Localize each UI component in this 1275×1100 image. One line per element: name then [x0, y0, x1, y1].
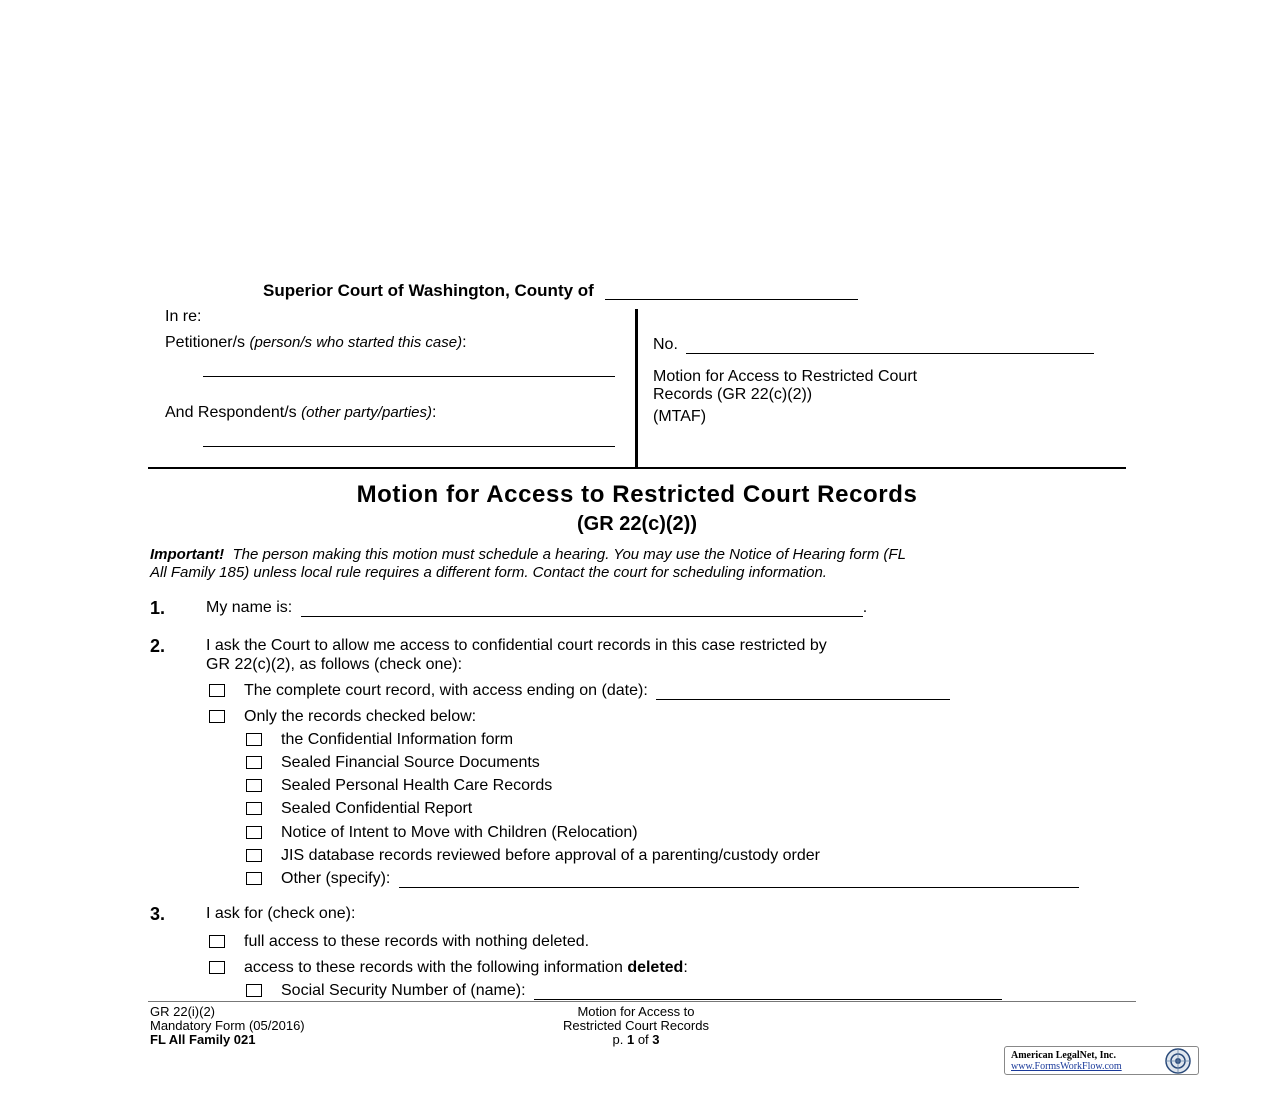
caption-form-title-1: Motion for Access to Restricted Court [653, 368, 918, 385]
section-2-number: 2. [150, 636, 166, 656]
respondent-name-input[interactable] [203, 430, 615, 447]
case-number-label: No. [653, 336, 678, 353]
my-name-input[interactable] [301, 600, 863, 617]
ssn-label: Social Security Number of (name): [281, 982, 526, 999]
important-note: Important! The person making this motion must schedule a hearing. You may use the Notice of Hearing form (FL All Family 185) unless local rule requires a different form. Contact the court for scheduling information. [150, 546, 906, 581]
petitioner-name-input[interactable] [203, 360, 615, 377]
relocation-notice-checkbox[interactable] [246, 826, 262, 839]
jis-records-label: JIS database records reviewed before approval of a parenting/custody order [281, 847, 820, 864]
financial-source-label: Sealed Financial Source Documents [281, 754, 540, 771]
confidential-report-checkbox[interactable] [246, 802, 262, 815]
partial-access-row: access to these records with the following information deleted: [244, 959, 688, 976]
section-1-number: 1. [150, 598, 166, 618]
health-care-records-label: Sealed Personal Health Care Records [281, 777, 553, 794]
other-records-checkbox[interactable] [246, 872, 262, 885]
petitioner-row: Petitioner/s (person/s who started this case): [165, 334, 467, 351]
caption-form-abbrev: (MTAF) [653, 408, 707, 425]
other-records-row [281, 869, 1079, 888]
only-records-checkbox[interactable] [209, 710, 225, 723]
health-care-records-checkbox[interactable] [246, 779, 262, 792]
only-records-label: Only the records checked below: [244, 708, 477, 725]
footer-rule [148, 1001, 1136, 1002]
section-3-label: I ask for (check one): [206, 905, 356, 922]
my-name-label: My name is: [206, 599, 293, 616]
respondent-row: And Respondent/s (other party/parties): [165, 404, 437, 421]
complete-record-checkbox[interactable] [209, 684, 225, 697]
complete-record-row [244, 681, 950, 700]
ssn-row [281, 981, 1002, 1000]
confidential-report-label: Sealed Confidential Report [281, 800, 473, 817]
americanlegalnet-logo[interactable] [1004, 1046, 1199, 1075]
court-title: Superior Court of Washington, County of [263, 281, 594, 300]
globe-icon [1160, 1047, 1196, 1075]
partial-access-checkbox[interactable] [209, 961, 225, 974]
footer-center: Motion for Access to Restricted Court Records p. 1 of 3 [486, 1005, 786, 1047]
ssn-name-input[interactable] [534, 983, 1002, 1000]
confidential-info-form-checkbox[interactable] [246, 733, 262, 746]
respondent-hint: (other party/parties) [301, 404, 432, 421]
caption-bottom-rule [148, 467, 1126, 469]
section-1-row: My name is: . [206, 599, 868, 616]
other-records-label: Other (specify): [281, 870, 391, 887]
ssn-checkbox[interactable] [246, 984, 262, 997]
respondent-label: And Respondent/s [165, 404, 297, 421]
page-title: Motion for Access to Restricted Court Records [356, 481, 918, 508]
important-label: Important! [150, 546, 225, 563]
page-subtitle: (GR 22(c)(2)) [576, 513, 697, 535]
confidential-info-form-label: the Confidential Information form [281, 731, 514, 748]
case-number-row [653, 335, 1094, 354]
petitioner-label: Petitioner/s [165, 334, 246, 351]
access-end-date-input[interactable] [656, 683, 950, 700]
logo-company: American LegalNet, Inc. [1011, 1050, 1116, 1061]
petitioner-hint: (person/s who started this case) [249, 334, 463, 351]
caption-form-title-2: Records (GR 22(c)(2)) [653, 386, 813, 403]
case-number-input[interactable] [686, 337, 1094, 354]
relocation-notice-label: Notice of Intent to Move with Children (Relocation) [281, 824, 638, 841]
complete-record-label: The complete court record, with access ending on (date): [244, 682, 648, 699]
financial-source-checkbox[interactable] [246, 756, 262, 769]
logo-url[interactable]: www.FormsWorkFlow.com [1011, 1061, 1122, 1072]
in-re-label: In re: [165, 308, 202, 325]
section-3-number: 3. [150, 904, 166, 924]
full-access-checkbox[interactable] [209, 935, 225, 948]
footer-mandatory: Mandatory Form (05/2016) [150, 1018, 305, 1033]
other-records-input[interactable] [399, 871, 1079, 888]
footer-left [150, 1005, 305, 1047]
page-number: p. 1 of 3 [612, 1032, 660, 1047]
section-2-text: I ask the Court to allow me access to confidential court records in this case restricted by GR 22(c)(2), as follows (check one): [206, 637, 827, 673]
caption-divider [635, 309, 638, 469]
footer-family-code: FL All Family 021 [150, 1032, 256, 1047]
county-input[interactable] [605, 283, 858, 300]
jis-records-checkbox[interactable] [246, 849, 262, 862]
footer-form-code: GR 22(i)(2) [150, 1004, 216, 1019]
full-access-label: full access to these records with nothing deleted. [244, 933, 590, 950]
court-heading [263, 281, 858, 301]
